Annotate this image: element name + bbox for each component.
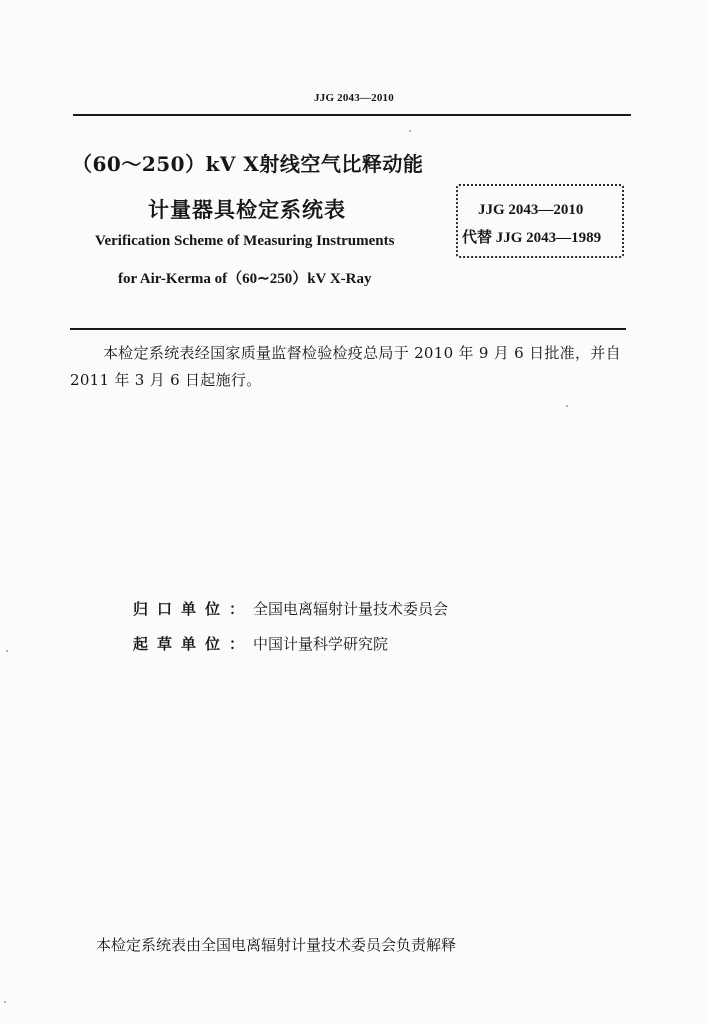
title-chinese-line-2: 计量器具检定系统表: [148, 197, 346, 222]
replaces-code: 代替 JJG 2043—1989: [462, 230, 602, 246]
drafter-label: 起草单位：: [133, 635, 254, 653]
scan-speck: [566, 405, 568, 407]
approval-paragraph: 本检定系统表经国家质量监督检验检疫总局于 2010 年 9 月 6 日批准，并自 2011 年 3 月 6 日起施行。: [70, 344, 621, 389]
scan-speck: [409, 130, 411, 132]
owner-row: [133, 598, 448, 619]
owner-label: 归口单位：: [133, 600, 254, 618]
owner-value: 全国电离辐射计量技术委员会: [253, 600, 449, 618]
standard-code: JJG 2043—2010: [478, 202, 584, 218]
drafter-row: [133, 633, 388, 654]
title-english-line-1: Verification Scheme of Measuring Instruments: [95, 233, 395, 249]
section-rule: [70, 328, 626, 330]
title-english-line-2: for Air-Kerma of（60∼250）kV X-Ray: [118, 271, 372, 287]
standard-code-box: [456, 184, 624, 258]
header-code: JJG 2043—2010: [314, 92, 394, 104]
header-rule: [73, 114, 631, 116]
drafter-value: 中国计量科学研究院: [253, 635, 389, 653]
scan-speck: [4, 1001, 6, 1003]
footer-note: 本检定系统表由全国电离辐射计量技术委员会负责解释: [96, 936, 457, 954]
scan-speck: [6, 650, 8, 652]
title-chinese-line-1: （60～250）kV X射线空气比释动能: [72, 152, 424, 176]
